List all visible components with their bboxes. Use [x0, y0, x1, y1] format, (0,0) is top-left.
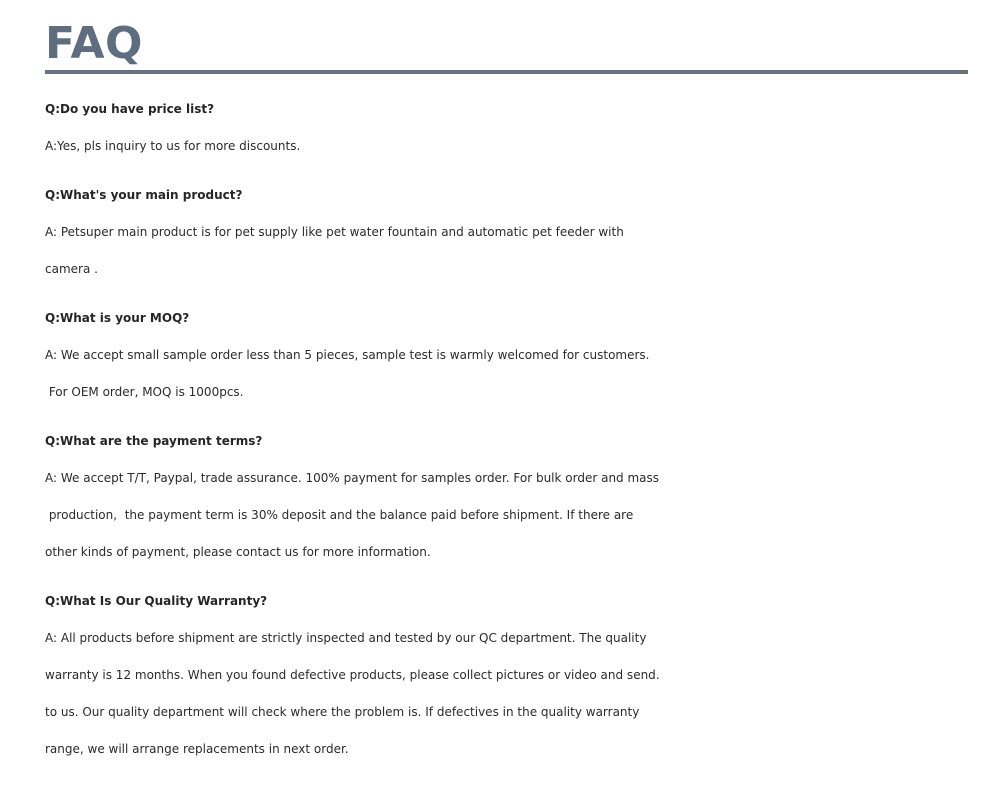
- faq-item: [45, 422, 1000, 571]
- faq-question: Q:What's your main product?: [45, 188, 243, 202]
- title-divider: [45, 70, 968, 74]
- faq-answer-line: A: We accept T/T, Paypal, trade assurance. 100% payment for samples order. For bulk order and mass: [45, 471, 660, 485]
- faq-answer-line: A: We accept small sample order less than 5 pieces, sample test is warmly welcomed for customers.: [45, 348, 650, 362]
- faq-answer-line: other kinds of payment, please contact us for more information.: [45, 545, 431, 559]
- faq-item: [45, 299, 1000, 411]
- faq-question: Q:What is your MOQ?: [45, 311, 190, 325]
- faq-answer-line: A: Petsuper main product is for pet supply like pet water fountain and automatic pet feeder with: [45, 225, 624, 239]
- faq-answer-line: warranty is 12 months. When you found defective products, please collect pictures or video and send.: [45, 668, 660, 682]
- faq-question: Q:Do you have price list?: [45, 102, 215, 116]
- faq-question: Q:What Is Our Quality Warranty?: [45, 594, 268, 608]
- faq-answer-line: range, we will arrange replacements in next order.: [45, 742, 349, 756]
- faq-answer-line: A: All products before shipment are strictly inspected and tested by our QC department. The quality: [45, 631, 647, 645]
- faq-answer-line: to us. Our quality department will check where the problem is. If defectives in the quality warranty: [45, 705, 640, 719]
- faq-answer-line: production, the payment term is 30% deposit and the balance paid before shipment. If there are: [45, 508, 634, 522]
- faq-question: Q:What are the payment terms?: [45, 434, 263, 448]
- faq-item: [45, 90, 1000, 165]
- faq-list: [45, 90, 1000, 779]
- faq-answer-line: For OEM order, MOQ is 1000pcs.: [45, 385, 244, 399]
- faq-item: [45, 176, 1000, 288]
- page-title: FAQ: [45, 18, 143, 69]
- faq-answer-line: A:Yes, pls inquiry to us for more discounts.: [45, 139, 301, 153]
- faq-answer-line: camera .: [45, 262, 98, 276]
- faq-item: [45, 582, 1000, 768]
